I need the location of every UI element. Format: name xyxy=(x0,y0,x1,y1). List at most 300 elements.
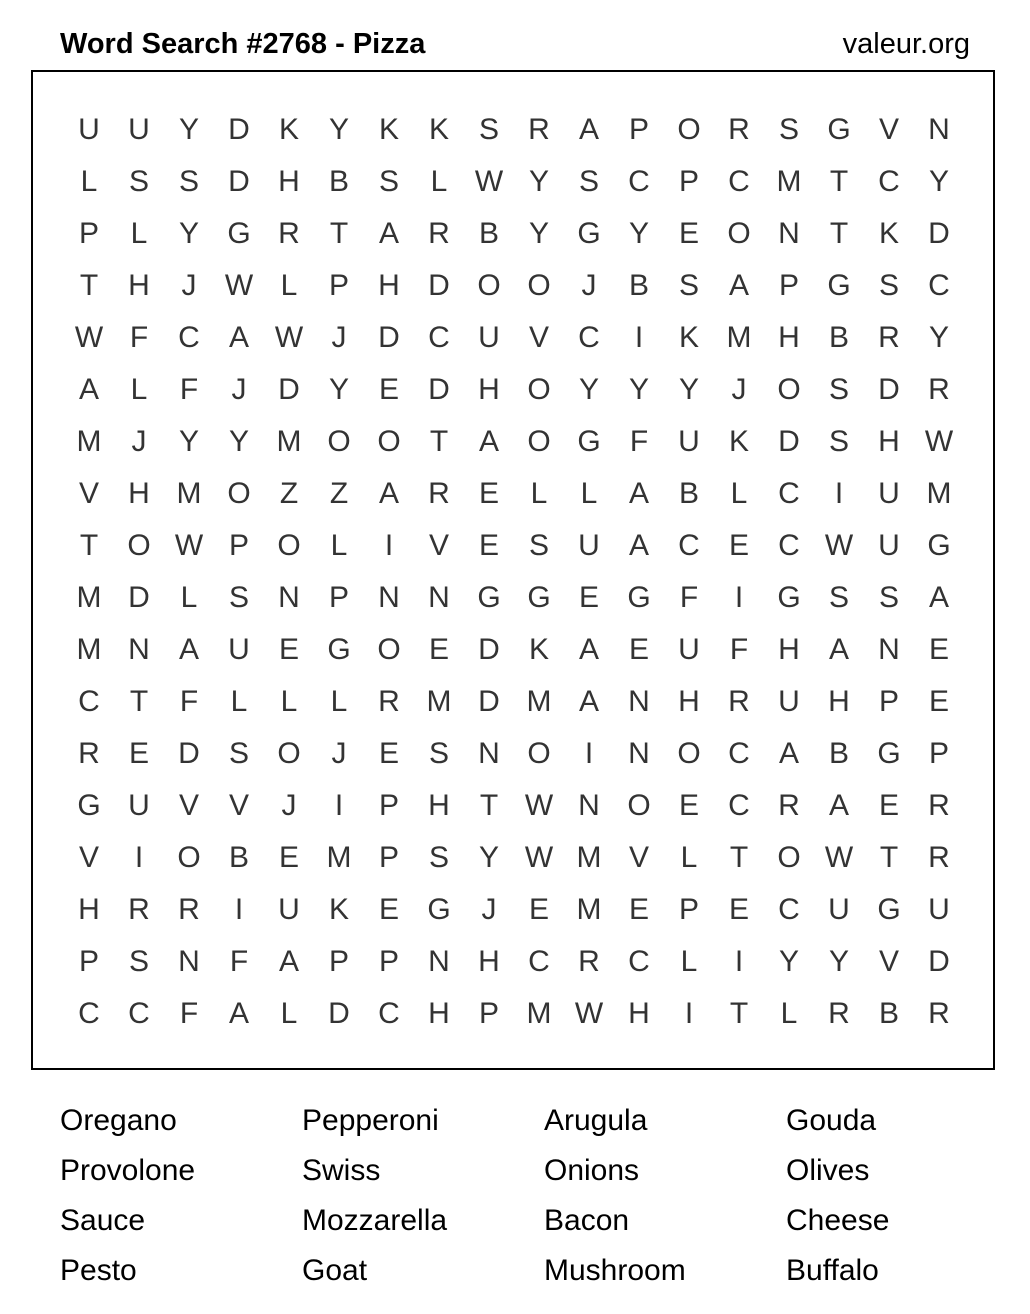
word-list-item: Goat xyxy=(302,1254,368,1287)
grid-letter: A xyxy=(178,633,199,666)
grid-letter: E xyxy=(628,893,649,926)
grid-letter: L xyxy=(530,477,548,510)
grid-letter: G xyxy=(827,269,851,302)
grid-letter: S xyxy=(378,165,399,198)
grid-letter: V xyxy=(228,789,249,822)
grid-letter: R xyxy=(828,997,850,1030)
grid-letter: D xyxy=(778,425,800,458)
grid-letter: A xyxy=(378,477,399,510)
grid-letter: R xyxy=(728,113,750,146)
page-title: Word Search #2768 - Pizza xyxy=(60,28,426,60)
grid-letter: S xyxy=(578,165,599,198)
grid-letter: G xyxy=(527,581,551,614)
grid-letter: O xyxy=(327,425,351,458)
word-list xyxy=(60,1096,1028,1296)
grid-letter: C xyxy=(778,893,800,926)
grid-letter: C xyxy=(78,997,100,1030)
grid-letter: Y xyxy=(778,945,799,978)
grid-letter: N xyxy=(178,945,200,978)
grid-letter: B xyxy=(828,321,849,354)
grid-letter: W xyxy=(74,321,104,354)
grid-letter: C xyxy=(728,789,750,822)
grid-letter: C xyxy=(728,737,750,770)
grid-letter: O xyxy=(777,373,801,406)
grid-letter: P xyxy=(328,945,349,978)
grid-letter: S xyxy=(528,529,549,562)
grid-letter: O xyxy=(377,633,401,666)
grid-letter: L xyxy=(130,373,148,406)
grid-letter: P xyxy=(878,685,899,718)
grid-letter: T xyxy=(329,217,349,250)
grid-letter: T xyxy=(829,165,849,198)
grid-letter: A xyxy=(78,373,99,406)
grid-letter: O xyxy=(627,789,651,822)
grid-letter: A xyxy=(628,529,649,562)
grid-letter: J xyxy=(581,269,597,302)
grid-letter: A xyxy=(278,945,299,978)
grid-letter: J xyxy=(131,425,147,458)
grid-letter: M xyxy=(526,997,552,1030)
grid-letter: U xyxy=(878,477,900,510)
grid-letter: G xyxy=(77,789,101,822)
grid-letter: I xyxy=(834,477,844,510)
word-list-item: Sauce xyxy=(60,1204,146,1237)
grid-letter: K xyxy=(878,217,899,250)
grid-letter: F xyxy=(179,685,199,718)
grid-letter: I xyxy=(334,789,344,822)
grid-letter: H xyxy=(778,633,800,666)
grid-letter: H xyxy=(378,269,400,302)
grid-letter: I xyxy=(734,581,744,614)
grid-letter: U xyxy=(278,893,300,926)
grid-letter: Y xyxy=(178,425,199,458)
grid-letter: B xyxy=(828,737,849,770)
grid-letter: L xyxy=(280,685,298,718)
grid-letter: K xyxy=(378,113,399,146)
grid-letter: P xyxy=(678,165,699,198)
grid-letter: W xyxy=(924,425,954,458)
word-list-item: Provolone xyxy=(60,1154,196,1187)
grid-letter: M xyxy=(176,477,202,510)
grid-letter: E xyxy=(378,893,399,926)
grid-letter: S xyxy=(678,269,699,302)
grid-letter: M xyxy=(526,685,552,718)
grid-letter: E xyxy=(278,841,299,874)
grid-letter: P xyxy=(328,269,349,302)
word-list-item: Pesto xyxy=(60,1254,137,1287)
grid-letter: R xyxy=(78,737,100,770)
grid-letter: A xyxy=(228,321,249,354)
grid-letter: L xyxy=(280,997,298,1030)
grid-letter: H xyxy=(478,373,500,406)
grid-letter: R xyxy=(178,893,200,926)
grid-letter: C xyxy=(778,477,800,510)
grid-letter: W xyxy=(174,529,204,562)
grid-letter: S xyxy=(128,945,149,978)
grid-letter: H xyxy=(278,165,300,198)
word-list-item: Onions xyxy=(544,1154,640,1187)
grid-letter: B xyxy=(228,841,249,874)
word-list-item: Olives xyxy=(786,1154,870,1187)
grid-letter: N xyxy=(878,633,900,666)
grid-letter: R xyxy=(378,685,400,718)
grid-letter: L xyxy=(780,997,798,1030)
grid-letter: O xyxy=(777,841,801,874)
grid-letter: V xyxy=(178,789,199,822)
grid-letter: Y xyxy=(178,113,199,146)
grid-letter: Y xyxy=(628,373,649,406)
grid-letter: A xyxy=(778,737,799,770)
grid-letter: G xyxy=(877,893,901,926)
grid-letter: E xyxy=(378,737,399,770)
grid-letter: I xyxy=(634,321,644,354)
grid-letter: U xyxy=(128,113,150,146)
grid-letter: L xyxy=(430,165,448,198)
grid-letter: R xyxy=(428,217,450,250)
grid-letter: W xyxy=(824,529,854,562)
grid-letter: S xyxy=(828,581,849,614)
grid-letter: G xyxy=(877,737,901,770)
grid-letter: T xyxy=(729,997,749,1030)
grid-letter: A xyxy=(928,581,949,614)
grid-letter: D xyxy=(878,373,900,406)
grid-letter: A xyxy=(728,269,749,302)
grid-letter: L xyxy=(330,529,348,562)
grid-letter: C xyxy=(378,997,400,1030)
grid-letter: T xyxy=(429,425,449,458)
grid-letter: E xyxy=(428,633,449,666)
grid-letter: D xyxy=(478,633,500,666)
grid-letter: S xyxy=(178,165,199,198)
grid-letter: M xyxy=(326,841,352,874)
grid-letter: Z xyxy=(279,477,299,510)
grid-letter: L xyxy=(230,685,248,718)
grid-letter: E xyxy=(378,373,399,406)
grid-letter: U xyxy=(828,893,850,926)
grid-letter: M xyxy=(726,321,752,354)
grid-letter: D xyxy=(228,165,250,198)
grid-letter: L xyxy=(80,165,98,198)
grid-letter: E xyxy=(478,529,499,562)
grid-letter: A xyxy=(828,789,849,822)
grid-letter: K xyxy=(428,113,449,146)
grid-letter: R xyxy=(878,321,900,354)
grid-letter: L xyxy=(330,685,348,718)
grid-letter: G xyxy=(477,581,501,614)
grid-letter: N xyxy=(128,633,150,666)
grid-letter: G xyxy=(427,893,451,926)
grid-letter: Y xyxy=(228,425,249,458)
grid-letter: U xyxy=(78,113,100,146)
grid-letter: A xyxy=(478,425,499,458)
grid-letter: E xyxy=(128,737,149,770)
page-header xyxy=(60,28,970,68)
grid-letter: R xyxy=(928,841,950,874)
grid-letter: H xyxy=(428,997,450,1030)
grid-letter: D xyxy=(428,373,450,406)
grid-letter: W xyxy=(524,841,554,874)
grid-letter: S xyxy=(428,841,449,874)
grid-letter: J xyxy=(481,893,497,926)
grid-letter: T xyxy=(729,841,749,874)
grid-letter: C xyxy=(878,165,900,198)
grid-letter: R xyxy=(928,373,950,406)
grid-letter: E xyxy=(528,893,549,926)
word-list-item: Bacon xyxy=(544,1204,630,1237)
grid-letter: O xyxy=(277,737,301,770)
grid-letter: J xyxy=(731,373,747,406)
word-list-item: Oregano xyxy=(60,1104,177,1137)
grid-letter: M xyxy=(76,581,102,614)
grid-letter: V xyxy=(78,841,99,874)
grid-letter: T xyxy=(479,789,499,822)
grid-letter: M xyxy=(926,477,952,510)
grid-letter: H xyxy=(78,893,100,926)
grid-letter: P xyxy=(678,893,699,926)
grid-letter: B xyxy=(678,477,699,510)
grid-letter: B xyxy=(328,165,349,198)
grid-letter: Y xyxy=(928,321,949,354)
grid-letter: H xyxy=(828,685,850,718)
grid-letter: E xyxy=(678,789,699,822)
grid-letter: S xyxy=(428,737,449,770)
grid-letter: B xyxy=(478,217,499,250)
grid-letter: R xyxy=(928,997,950,1030)
grid-letter: L xyxy=(580,477,598,510)
grid-letter: O xyxy=(677,113,701,146)
grid-letter: A xyxy=(578,633,599,666)
grid-letter: G xyxy=(577,425,601,458)
grid-letter: N xyxy=(378,581,400,614)
grid-letter: K xyxy=(328,893,349,926)
grid-letter: E xyxy=(628,633,649,666)
grid-letter: M xyxy=(426,685,452,718)
grid-letter: T xyxy=(129,685,149,718)
grid-letter: Y xyxy=(678,373,699,406)
grid-letter: M xyxy=(76,425,102,458)
grid-letter: S xyxy=(778,113,799,146)
grid-letter: O xyxy=(527,373,551,406)
grid-letter: F xyxy=(229,945,249,978)
grid-letter: R xyxy=(928,789,950,822)
grid-letter: P xyxy=(378,789,399,822)
grid-letter: O xyxy=(277,529,301,562)
grid-letter: C xyxy=(78,685,100,718)
grid-letter: E xyxy=(278,633,299,666)
word-list-item: Gouda xyxy=(786,1104,877,1137)
grid-letter: K xyxy=(278,113,299,146)
grid-letter: O xyxy=(177,841,201,874)
grid-letter: W xyxy=(274,321,304,354)
grid-letter: D xyxy=(428,269,450,302)
grid-letter: Y xyxy=(828,945,849,978)
grid-letter: F xyxy=(679,581,699,614)
grid-letter: H xyxy=(778,321,800,354)
grid-letter: L xyxy=(130,217,148,250)
grid-letter: J xyxy=(331,321,347,354)
grid-letter: Y xyxy=(578,373,599,406)
grid-letter: C xyxy=(928,269,950,302)
grid-letter: R xyxy=(578,945,600,978)
grid-letter: Y xyxy=(328,113,349,146)
grid-letter: F xyxy=(129,321,149,354)
grid-letter: D xyxy=(928,217,950,250)
grid-letter: A xyxy=(378,217,399,250)
grid-letter: G xyxy=(327,633,351,666)
grid-letter: J xyxy=(181,269,197,302)
grid-letter: E xyxy=(728,893,749,926)
grid-letter: U xyxy=(228,633,250,666)
grid-letter: P xyxy=(478,997,499,1030)
grid-letter: H xyxy=(428,789,450,822)
grid-letter: B xyxy=(878,997,899,1030)
grid-letter: T xyxy=(879,841,899,874)
grid-letter: L xyxy=(280,269,298,302)
grid-letter: U xyxy=(678,425,700,458)
grid-letter: J xyxy=(231,373,247,406)
grid-letter: V xyxy=(428,529,449,562)
grid-letter: G xyxy=(827,113,851,146)
grid-letter: F xyxy=(179,997,199,1030)
grid-letter: H xyxy=(128,477,150,510)
grid-letter: S xyxy=(878,581,899,614)
grid-letter: H xyxy=(678,685,700,718)
grid-letter: V xyxy=(878,113,899,146)
grid-letter: O xyxy=(527,269,551,302)
grid-letter: K xyxy=(528,633,549,666)
grid-letter: V xyxy=(628,841,649,874)
grid-letter: E xyxy=(478,477,499,510)
grid-letter: S xyxy=(828,425,849,458)
grid-letter: N xyxy=(928,113,950,146)
grid-letter: U xyxy=(128,789,150,822)
grid-letter: G xyxy=(577,217,601,250)
grid-letter: C xyxy=(628,165,650,198)
grid-letter: U xyxy=(928,893,950,926)
grid-letter: C xyxy=(128,997,150,1030)
grid-letter: D xyxy=(478,685,500,718)
grid-letter: G xyxy=(777,581,801,614)
grid-letter: P xyxy=(328,581,349,614)
grid-letter: E xyxy=(678,217,699,250)
grid-letter: J xyxy=(281,789,297,822)
grid-letter: M xyxy=(776,165,802,198)
grid-letter: D xyxy=(328,997,350,1030)
grid-letter: C xyxy=(178,321,200,354)
grid-letter: S xyxy=(228,581,249,614)
grid-letter: P xyxy=(228,529,249,562)
grid-letter: H xyxy=(628,997,650,1030)
grid-letter: J xyxy=(331,737,347,770)
grid-letter: K xyxy=(678,321,699,354)
grid-letter: N xyxy=(428,581,450,614)
grid-letter: T xyxy=(829,217,849,250)
grid-letter: D xyxy=(128,581,150,614)
grid-letter: R xyxy=(778,789,800,822)
grid-letter: C xyxy=(528,945,550,978)
grid-letter: Y xyxy=(528,165,549,198)
grid-letter: Y xyxy=(178,217,199,250)
word-list-item: Mushroom xyxy=(544,1254,686,1287)
grid-letter: H xyxy=(478,945,500,978)
grid-letter: H xyxy=(878,425,900,458)
grid-letter: M xyxy=(576,893,602,926)
grid-letter: N xyxy=(778,217,800,250)
grid-letter: R xyxy=(128,893,150,926)
grid-letter: M xyxy=(76,633,102,666)
grid-letter: U xyxy=(578,529,600,562)
grid-letter: O xyxy=(127,529,151,562)
grid-letter: M xyxy=(276,425,302,458)
grid-letter: L xyxy=(680,841,698,874)
grid-letter: E xyxy=(728,529,749,562)
grid-letter: I xyxy=(584,737,594,770)
grid-letter: O xyxy=(227,477,251,510)
grid-letter: C xyxy=(628,945,650,978)
grid-letter: N xyxy=(478,737,500,770)
grid-letter: B xyxy=(628,269,649,302)
grid-letter: P xyxy=(378,841,399,874)
grid-letter: D xyxy=(928,945,950,978)
grid-letter: I xyxy=(384,529,394,562)
grid-letter: O xyxy=(377,425,401,458)
grid-letter: E xyxy=(928,633,949,666)
grid-letter: S xyxy=(478,113,499,146)
grid-letter: R xyxy=(728,685,750,718)
grid-letter: U xyxy=(878,529,900,562)
grid-letter: T xyxy=(79,269,99,302)
grid-letter: N xyxy=(628,737,650,770)
grid-letter: D xyxy=(178,737,200,770)
grid-letter: P xyxy=(778,269,799,302)
grid-letter: D xyxy=(378,321,400,354)
grid-letter: P xyxy=(928,737,949,770)
grid-letter: Y xyxy=(478,841,499,874)
grid-letter: D xyxy=(278,373,300,406)
grid-letter: S xyxy=(128,165,149,198)
grid-letter: N xyxy=(628,685,650,718)
grid-letter: I xyxy=(234,893,244,926)
grid-letter: O xyxy=(527,737,551,770)
word-list-item: Pepperoni xyxy=(302,1104,439,1137)
grid-letter: W xyxy=(224,269,254,302)
grid-letter: D xyxy=(228,113,250,146)
word-list-item: Cheese xyxy=(786,1204,890,1237)
grid-letter: T xyxy=(79,529,99,562)
grid-letter: F xyxy=(179,373,199,406)
grid-letter: W xyxy=(574,997,604,1030)
grid-letter: V xyxy=(528,321,549,354)
grid-letter: A xyxy=(828,633,849,666)
grid-letter: Z xyxy=(329,477,349,510)
grid-letter: C xyxy=(728,165,750,198)
grid-letter: P xyxy=(78,217,99,250)
grid-letter: Y xyxy=(628,217,649,250)
grid-letter: G xyxy=(627,581,651,614)
grid-letter: R xyxy=(528,113,550,146)
grid-letter: E xyxy=(878,789,899,822)
grid-letter: R xyxy=(428,477,450,510)
grid-letter: O xyxy=(677,737,701,770)
grid-letter: F xyxy=(629,425,649,458)
grid-letter: U xyxy=(778,685,800,718)
grid-letter: U xyxy=(478,321,500,354)
grid-letter: K xyxy=(728,425,749,458)
word-list-item: Swiss xyxy=(302,1154,381,1187)
grid-letter: N xyxy=(278,581,300,614)
grid-letter: Y xyxy=(328,373,349,406)
grid-letter: I xyxy=(134,841,144,874)
